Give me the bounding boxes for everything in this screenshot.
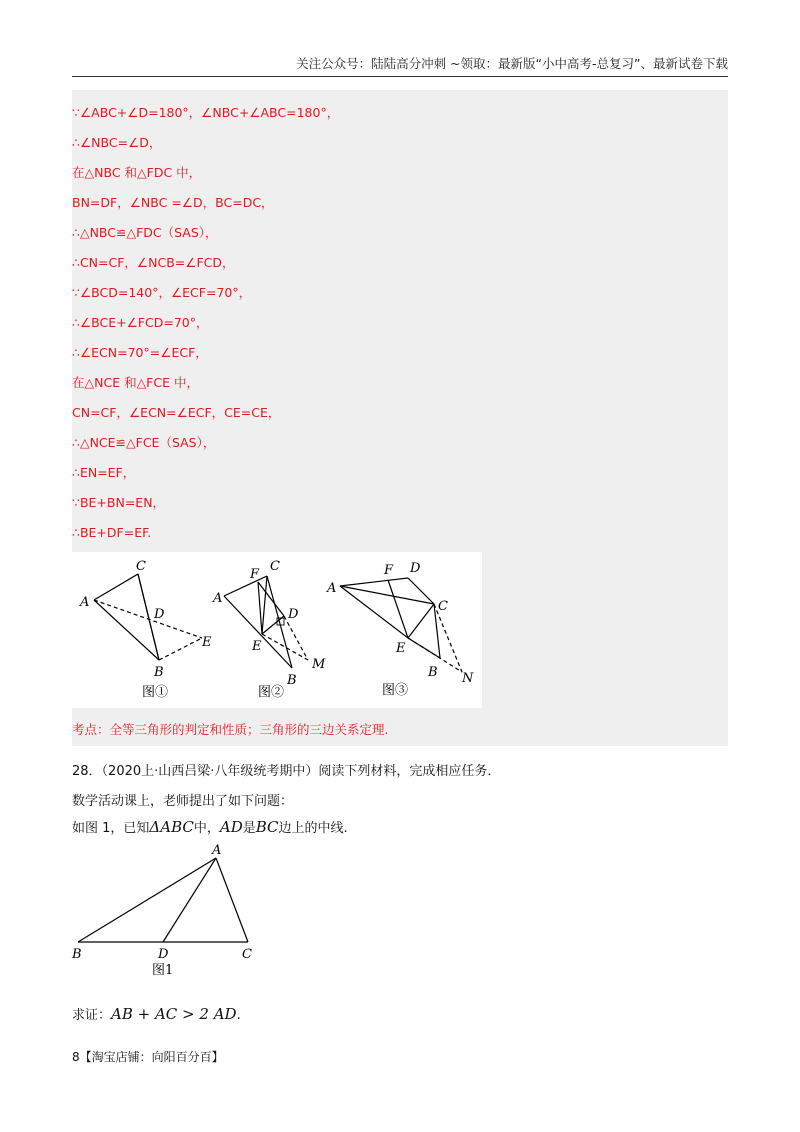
figure-2 bbox=[224, 576, 308, 668]
question-prove bbox=[72, 1004, 241, 1023]
solution-line: ∵∠BCD=140°，∠ECF=70°， bbox=[72, 285, 252, 300]
prove-suffix: . bbox=[236, 1008, 241, 1023]
prove-prefix: 求证： bbox=[72, 1008, 112, 1023]
figure-1 bbox=[94, 574, 202, 660]
solution-line: 在△NBC 和△FDC 中， bbox=[72, 165, 202, 180]
given-mid2: 是 bbox=[242, 821, 256, 836]
svg-text:A: A bbox=[80, 595, 90, 610]
svg-text:D: D bbox=[410, 561, 421, 576]
page-footer: 8【淘宝店铺：向阳百分百】 bbox=[72, 1050, 224, 1064]
svg-text:C: C bbox=[438, 599, 448, 614]
solution-line: ∴△NCE≌△FCE（SAS）， bbox=[72, 435, 216, 450]
svg-text:M: M bbox=[312, 657, 326, 672]
kaodian-line: 考点：全等三角形的判定和性质；三角形的三边关系定理. bbox=[72, 722, 389, 737]
solution-line: ∵BE+BN=EN， bbox=[72, 495, 166, 510]
solution-line: 在△NCE 和△FCE 中， bbox=[72, 375, 199, 390]
svg-text:E: E bbox=[202, 635, 212, 650]
svg-text:C: C bbox=[242, 947, 252, 962]
solution-line: ∴∠BCE+∠FCD=70°， bbox=[72, 315, 209, 330]
question-title: 28．（2020上·山西吕梁·八年级统考期中）阅读下列材料，完成相应任务． bbox=[72, 764, 501, 779]
question-intro: 数学活动课上，老师提出了如下问题： bbox=[72, 794, 294, 809]
figures-svg bbox=[72, 552, 482, 708]
solution-line: CN=CF，∠ECN=∠ECF，CE=CE， bbox=[72, 405, 281, 420]
prove-expression: AB + AC > 2 AD bbox=[111, 1005, 237, 1023]
question-given bbox=[72, 817, 348, 836]
svg-text:F: F bbox=[250, 567, 260, 582]
question-figure-1 bbox=[68, 842, 268, 982]
solution-line: ∴CN=CF，∠NCB=∠FCD， bbox=[72, 255, 235, 270]
header-text: 关注公众号：陆陆高分冲刺 ~领取：最新版“小中高考-总复习”、最新试卷下载 bbox=[296, 56, 728, 71]
solution-line: BN=DF，∠NBC =∠D，BC=DC， bbox=[72, 195, 274, 210]
given-mid1: 中， bbox=[193, 821, 220, 836]
solution-figures bbox=[72, 552, 482, 708]
svg-text:E: E bbox=[396, 641, 406, 656]
given-prefix: 如图 1，已知 bbox=[72, 821, 150, 836]
solution-line: ∴EN=EF， bbox=[72, 465, 136, 480]
solution-line: ∴△NBC≌△FDC（SAS）， bbox=[72, 225, 218, 240]
figure-3-caption: 图③ bbox=[382, 683, 409, 698]
svg-text:A: A bbox=[213, 591, 223, 606]
svg-text:N: N bbox=[462, 671, 474, 686]
solution-block bbox=[72, 90, 728, 746]
svg-text:B: B bbox=[428, 665, 438, 680]
svg-text:C: C bbox=[136, 559, 146, 574]
svg-text:B: B bbox=[154, 665, 164, 680]
svg-text:F: F bbox=[384, 563, 394, 578]
solution-line: ∴∠NBC=∠D， bbox=[72, 135, 162, 150]
svg-text:B: B bbox=[287, 673, 297, 688]
figure-1-caption: 图① bbox=[142, 685, 169, 700]
solution-lines bbox=[72, 98, 722, 548]
figure-2-caption: 图② bbox=[258, 685, 285, 700]
solution-line: ∵∠ABC+∠D=180°，∠NBC+∠ABC=180°， bbox=[72, 105, 340, 120]
solution-line: ∴∠ECN=70°=∠ECF， bbox=[72, 345, 208, 360]
svg-text:E: E bbox=[252, 639, 262, 654]
svg-text:D: D bbox=[154, 607, 165, 622]
svg-text:D: D bbox=[158, 947, 169, 962]
svg-text:A: A bbox=[327, 581, 337, 596]
svg-text:A: A bbox=[212, 843, 222, 858]
svg-text:D: D bbox=[288, 607, 299, 622]
given-bc: BC bbox=[255, 818, 279, 836]
svg-text:C: C bbox=[270, 559, 280, 574]
fig1-caption: 图1 bbox=[152, 963, 174, 978]
solution-line: ∴BE+DF=EF. bbox=[72, 525, 152, 540]
page-header bbox=[72, 54, 728, 77]
svg-text:B: B bbox=[72, 947, 82, 962]
figure-3 bbox=[340, 578, 462, 672]
given-triangle: ΔABC bbox=[149, 818, 194, 836]
given-ad: AD bbox=[219, 818, 243, 836]
given-suffix: 边上的中线. bbox=[278, 821, 348, 836]
